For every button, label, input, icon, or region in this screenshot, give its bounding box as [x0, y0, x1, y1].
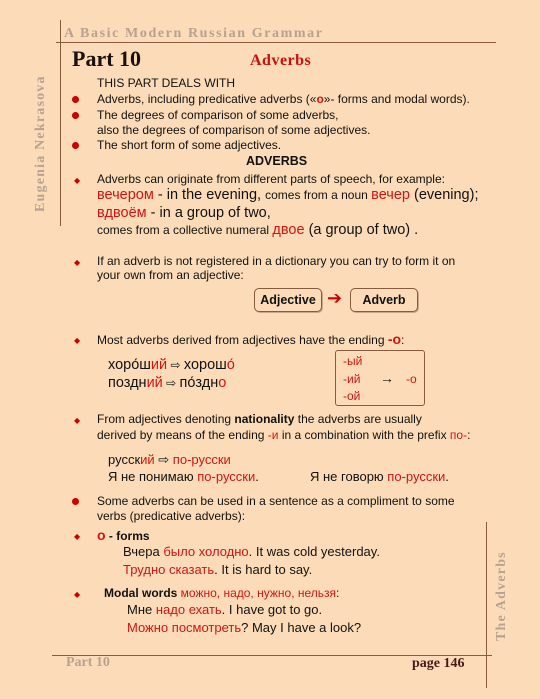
bullet-diamond: ◆ — [74, 258, 81, 267]
section-heading: ADVERBS — [246, 154, 308, 168]
s6-example-1: Вчера было холодно. It was cold yesterday. — [123, 544, 380, 559]
ending-item: -ой — [343, 389, 361, 403]
chapter-vertical: The Adverbs — [494, 551, 509, 641]
ending-item: -ый — [343, 354, 363, 368]
s5-line1: Some adverbs can be used in a sentence as a compliment to some — [97, 494, 455, 508]
bullet-dot — [72, 498, 79, 505]
s4-line2: derived by means of the ending -и in a combination with the prefix по-: — [97, 428, 471, 442]
s4-example-2: Я не понимаю по-русски. — [108, 469, 259, 484]
s4-line1: From adjectives denoting nationality the adverbs are usually — [97, 412, 422, 426]
top-rule — [56, 42, 496, 43]
adverb-box: Adverb — [350, 288, 418, 312]
s1-line4: comes from a collective numeral двое (a group of two) . — [97, 222, 419, 238]
bullet-dot — [72, 142, 79, 149]
arrow-right-icon: ➔ — [327, 288, 343, 308]
s2-line1: If an adverb is not registered in a dictionary you can try to form it on — [97, 254, 456, 268]
right-rule — [486, 522, 487, 688]
s7-example-2: Можно посмотреть? May I have a look? — [127, 620, 362, 635]
book-title: A Basic Modern Russian Grammar — [64, 26, 324, 41]
s3-line: Most adverbs derived from adjectives have the ending -о: — [97, 331, 405, 347]
footer-part: Part 10 — [66, 655, 110, 670]
s7-example-1: Мне надо ехать. I have got to go. — [127, 602, 323, 617]
s4-example-1: русский ⇨ по-русски — [108, 452, 231, 467]
bullet-diamond: ◆ — [74, 336, 81, 345]
s1-line2: вечером - in the evening, comes from a noun вечер (evening); — [97, 187, 479, 203]
bullet-diamond: ◆ — [74, 416, 81, 425]
s7-label: Modal words можно, надо, нужно, нельзя: — [104, 586, 340, 600]
part-subtitle: Adverbs — [250, 52, 312, 69]
s1-line1: Adverbs can originate from different parts of speech, for example: — [97, 172, 445, 186]
intro-heading: THIS PART DEALS WITH — [97, 76, 236, 90]
footer-page: page 146 — [412, 656, 465, 671]
bullet-diamond: ◆ — [74, 176, 81, 185]
s3-example-2: поздний ⇨ по́здно — [108, 375, 227, 391]
author-vertical: Eugenia Nekrasova — [33, 75, 48, 212]
s2-line2: your own from an adjective: — [97, 268, 244, 282]
s6-label: о - forms — [97, 527, 150, 543]
intro-item-2b: also the degrees of comparison of some adjectives. — [97, 123, 371, 137]
bullet-diamond: ◆ — [74, 532, 81, 541]
left-rule — [60, 20, 61, 226]
bullet-diamond: ◆ — [74, 590, 81, 599]
part-title: Part 10 — [72, 46, 142, 71]
s6-example-2: Трудно сказать. It is hard to say. — [123, 562, 313, 577]
intro-item-3: The short form of some adjectives. — [97, 138, 282, 152]
s5-line2: verbs (predicative adverbs): — [97, 509, 246, 523]
intro-item-2a: The degrees of comparison of some adverbs, — [97, 108, 339, 122]
ending-item: -ий — [343, 372, 361, 386]
bullet-dot — [72, 112, 79, 119]
intro-item-1: Adverbs, including predicative adverbs («о»- forms and modal words). — [97, 92, 470, 106]
adjective-box: Adjective — [254, 288, 322, 312]
bullet-dot — [72, 96, 79, 103]
s1-line3: вдвоём - in a group of two, — [97, 205, 271, 221]
ending-result: -о — [406, 372, 417, 386]
s3-example-1: хоро́ший ⇨ хорошо́ — [108, 357, 235, 373]
s4-example-3: Я не говорю по-русски. — [310, 469, 449, 484]
arrow-right-icon: → — [380, 370, 394, 386]
